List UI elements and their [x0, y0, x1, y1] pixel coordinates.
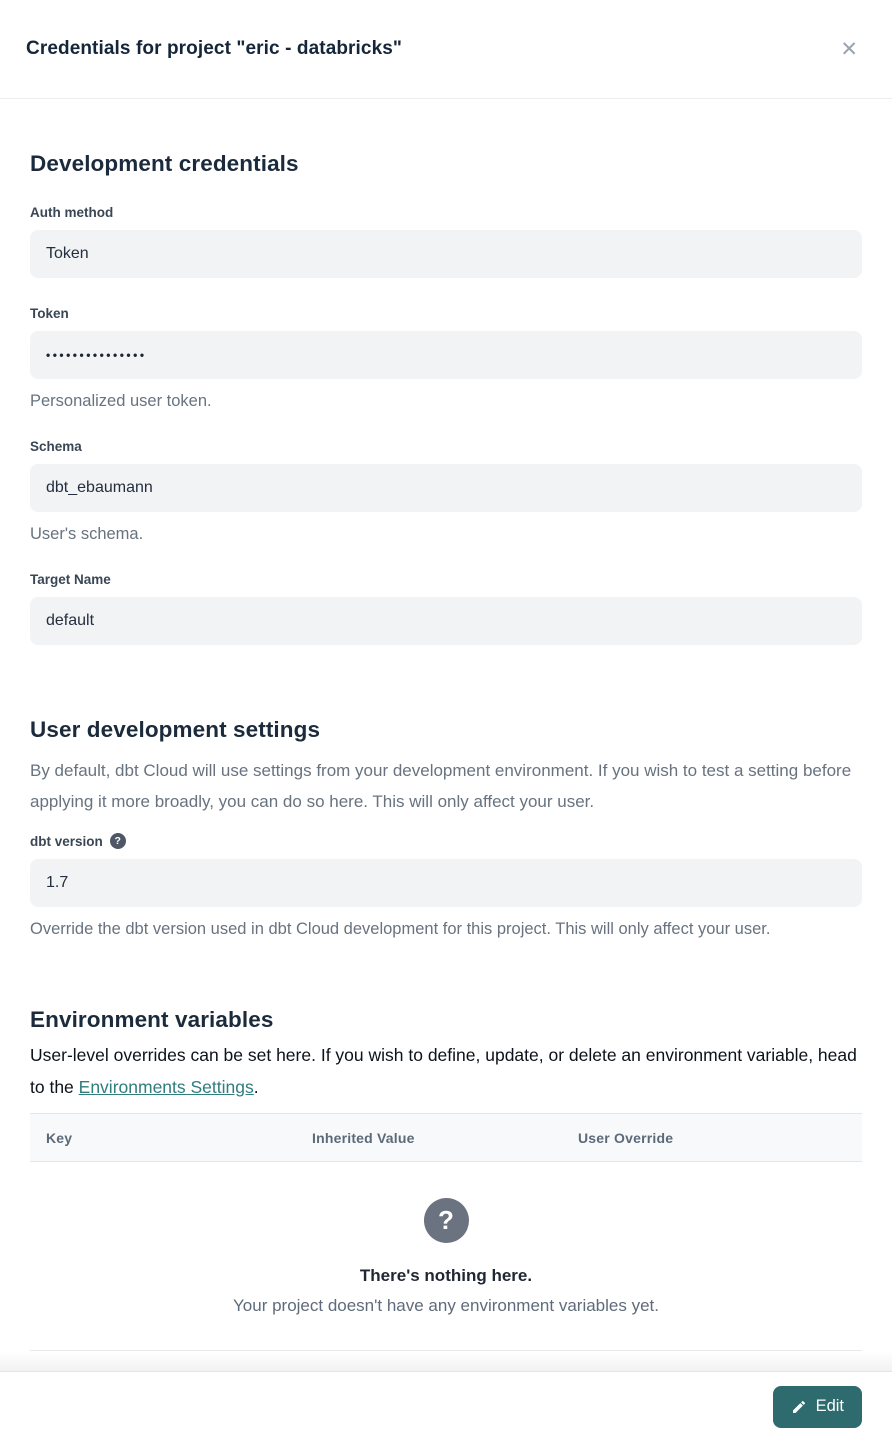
- schema-field: dbt_ebaumann: [30, 464, 862, 512]
- close-button[interactable]: [832, 35, 866, 64]
- token-field: •••••••••••••••: [30, 331, 862, 379]
- schema-helper: User's schema.: [30, 525, 144, 543]
- dbt-version-helper: Override the dbt version used in dbt Cloud development for this project. This will only affect your user.: [30, 920, 771, 938]
- token-label: Token: [30, 306, 69, 321]
- target-name-label: Target Name: [30, 572, 111, 587]
- column-header-user-override: User Override: [578, 1129, 674, 1146]
- edit-button[interactable]: [773, 1386, 862, 1428]
- close-icon: ✕: [840, 37, 858, 61]
- user-development-settings-description: By default, dbt Cloud will use settings from your development environment. If you wish to test a setting before applying it more broadly, you can do so here. This will only affect your user.: [30, 761, 852, 811]
- dialog-title: Credentials for project "eric - databricks": [26, 38, 403, 59]
- description-text-after-link: .: [253, 1077, 259, 1097]
- schema-label: Schema: [30, 439, 82, 454]
- auth-method-field: Token: [30, 230, 862, 278]
- empty-state-title: There's nothing here.: [359, 1266, 533, 1285]
- dbt-version-label-row: [30, 833, 862, 849]
- footer-shadow: [0, 1351, 892, 1371]
- dbt-version-label: dbt version: [30, 833, 103, 849]
- empty-state-subtitle: Your project doesn't have any environment variables yet.: [233, 1296, 659, 1315]
- help-icon[interactable]: ?: [110, 833, 126, 849]
- env-variables-empty-state: [30, 1162, 862, 1316]
- pencil-icon: [791, 1399, 807, 1415]
- environment-variables-description: [30, 1039, 862, 1103]
- dialog-footer: [0, 1371, 892, 1441]
- env-variables-table-header: [30, 1113, 862, 1162]
- dialog-header: [0, 0, 892, 99]
- dialog-body: [0, 151, 892, 1351]
- target-name-field: default: [30, 597, 862, 645]
- bottom-divider: [30, 1350, 862, 1351]
- question-mark-icon: ?: [424, 1198, 469, 1243]
- edit-button-label: Edit: [815, 1397, 844, 1415]
- auth-method-label: Auth method: [30, 205, 114, 220]
- section-development-credentials: [30, 151, 862, 645]
- column-header-key: Key: [46, 1129, 73, 1146]
- environments-settings-link[interactable]: Environments Settings: [78, 1077, 254, 1097]
- description-text-before-link: User-level overrides can be set here. If you wish to define, update, or delete an environment variable, head to the: [30, 1045, 857, 1097]
- token-helper: Personalized user token.: [30, 392, 212, 410]
- section-environment-variables: [30, 1007, 862, 1351]
- user-development-settings-heading: User development settings: [30, 717, 321, 742]
- section-user-development-settings: [30, 717, 862, 939]
- environment-variables-heading: Environment variables: [30, 1007, 274, 1032]
- development-credentials-heading: Development credentials: [30, 151, 299, 176]
- dbt-version-field: 1.7: [30, 859, 862, 907]
- column-header-inherited-value: Inherited Value: [312, 1129, 415, 1146]
